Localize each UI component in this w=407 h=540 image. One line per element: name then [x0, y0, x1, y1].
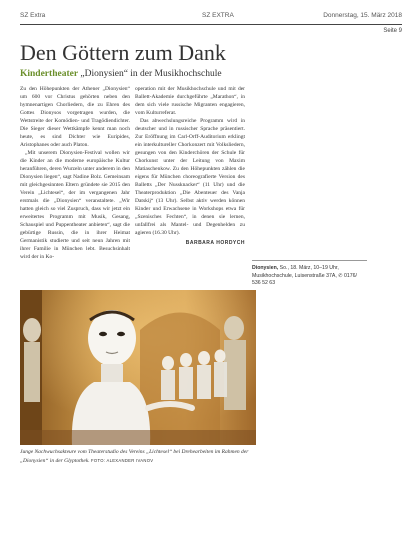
event-title: Dionysien,: [252, 265, 279, 271]
page-number: Seite 9: [383, 28, 402, 34]
article-subhead: [20, 69, 390, 79]
paragraph: „Mit unserem Dionysien-Festival wollen wir die Kinder an die moderne europäische Kultur heranführen, deren Wurzeln unter anderem in den Dionysien liegen“, sagt Nadine Bolz. Gemeinsam mit gleichgesinnten Eltern gründete sie 2015 den Verein „Lichtesel“, der im vergangenen Jahr erstmals die „Dionysien“ veranstaltete. „Wir hatten gleich so viel Zuspruch, dass wir jetzt ein erweitertes Programm mit Musik, Gesang, Schauspiel und Puppentheater anbieten“, sagt die gebürtige Russin, die in ihrer Heimat Germanistik studierte und seit neun Jahren mit ihrer Familie in München lebt. Besuchsinhalt wird der in Ko-: [20, 150, 130, 260]
paragraph: operation mit der Musikhochschule und mit der Ballett-Akademie durchgeführte „Marathon“, in dem sich viele russische Migranten engagieren, vom Kulturreferat.: [135, 86, 245, 116]
article-headline: Den Göttern zum Dank: [20, 40, 226, 65]
children-masks-photo: [20, 290, 256, 445]
section-title: SZ EXTRA: [202, 12, 234, 19]
article-column-1: [20, 85, 130, 261]
photo-caption: [20, 449, 256, 465]
paragraph: Zu den Höhepunkten der Athener „Dionysien“ um 600 vor Christus gehörten neben den hymnenartigen Chorliedern, die zu Ehren des Gottes Dionysos vorgetragen wurden, die Wettstreite der Komödien- und Tragödiendichter. Die Sieger dieser Wettkämpfe kennt man noch heute, es sind Dichter wie Euripides, Aristophanes oder auch Platon.: [20, 86, 130, 148]
subhead-text: „Dionysien“ in der Musikhochschule: [78, 69, 222, 79]
section-label: SZ Extra: [20, 12, 46, 19]
article-column-2: [135, 85, 245, 247]
info-divider: [252, 260, 367, 261]
photo-credit: FOTO: ALEXANDER IVANOV: [91, 457, 154, 463]
event-details: So., 18. März, 10–19 Uhr, Musikhochschule, Luisenstraße 37A, ✆ 0176/ 536 52 63: [252, 265, 357, 286]
paragraph: Das abwechslungsreiche Programm wird in deutscher und in russischer Sprache präsentiert. Zur Eröffnung im Carl-Orff-Auditorium erklingt ein interkultureller Chorkonzert mit Volksliedern, gesungen von den Kinderchören der Schule für Chorkunst unter der Leitung von Maxim Matiaschenkow. Zu den Höhepunkten zählen die eigens für München choreografierte Version des Balletts „Der Nussknacker“ (11 Uhr) und die Theaterproduktion „Die Abenteuer des Vanja Datskij“ (13 Uhr). Selbst aktiv werden können Kinder und Erwachsene in Workshops etwa für „Szenisches Fechten“, in denen sie lernen, unfallfrei als Mantel- und Degenhelden zu agieren (16.30 Uhr).: [135, 118, 245, 236]
article-photo: [20, 290, 256, 445]
subhead-kicker: Kindertheater: [20, 69, 79, 79]
header-rule: [20, 24, 402, 25]
event-info: [252, 265, 367, 288]
author-signature: BARBARA HORDYCH: [185, 240, 245, 246]
caption-text: Junge Nachwuchsakteure vom Theaterstudio des Vereins „Lichtesel“ bei Drehearbeiten im Rahmen der „Dionysien“ in der Glyptothek.: [20, 449, 249, 464]
event-info-box: [252, 255, 367, 288]
issue-date: Donnerstag, 15. März 2018: [323, 12, 402, 19]
